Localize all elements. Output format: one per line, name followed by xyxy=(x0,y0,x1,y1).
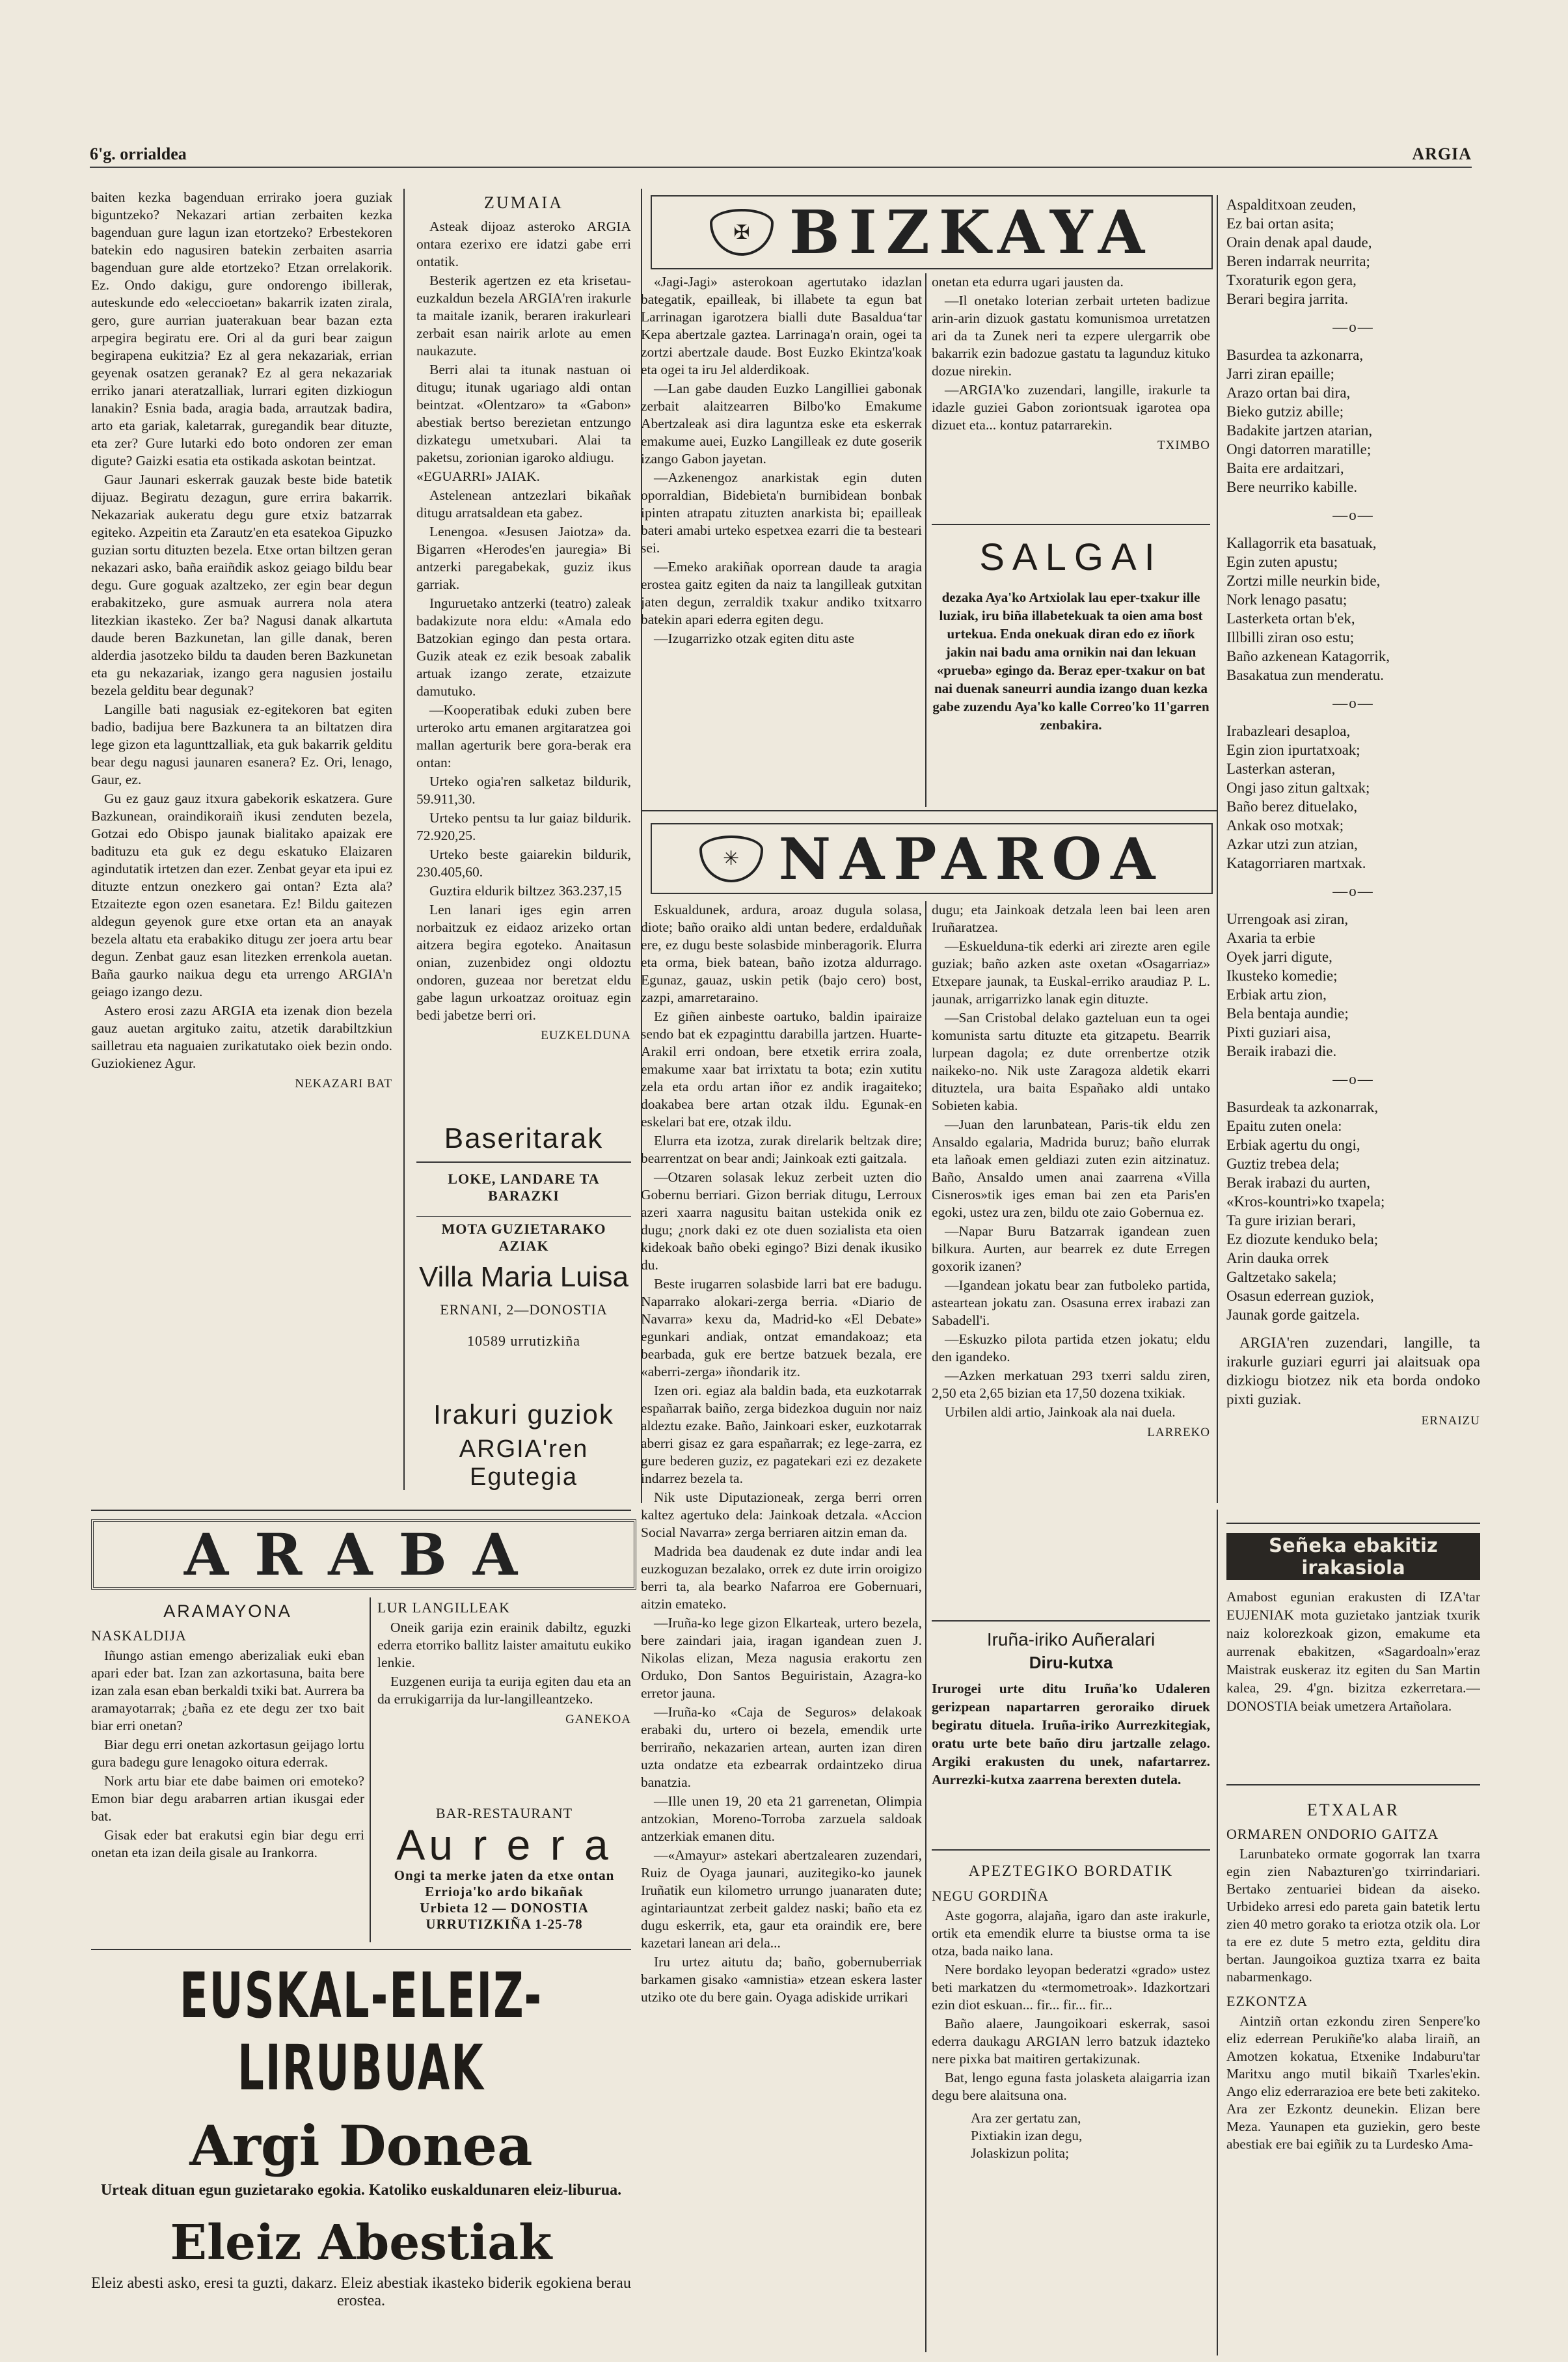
poem-line: Jaunak gorde gaitzela. xyxy=(1226,1307,1360,1323)
poem-line: Baita ere ardaitzari, xyxy=(1226,460,1344,476)
bizkaya-paragraph: onetan eta edurra ugari jausten da. xyxy=(932,274,1124,290)
bizkaya-paragraph: —Il onetako loterian zerbait urteten badizue arin-arin dizuok gastatu komunismoa urretatzen ari da ta Zunek neri ta ezpere ulergarrik obe bakarrik ezin badozue gastatu ta lagunduz kituko dozue nirekin. xyxy=(932,293,1210,379)
bizkaya-title: BIZKAYA xyxy=(789,197,1154,267)
poem-line: Ikusteko komedie; xyxy=(1226,968,1338,984)
naparoa-paragraph: —Eskuelduna-tik ederki ari zirezte aren egile guziak; baño azken aste oxetan «Osagarriaz» Etxepare jaunak, ta Euskal-erriko araudiaz P. L. jaunak, arrigarrizko lanak egin dituzte. xyxy=(932,938,1210,1007)
poem-line: Bere neurriko kabille. xyxy=(1226,479,1358,495)
seneka-text: Amabost egunian erakusten di IZA'tar EUJENIAK mota guzietako jantziak txurik naiz kolorezkoak gizon, emakume eta aurrenak ebakitzen, «Sagardoaln»'eraz Maistrak euskeraz itz egiten du San Martin kalea, 29. 4'gn. bizitza ezkerretara.—DONOSTIA beiak umetzera Artañolara. xyxy=(1226,1589,1480,1714)
col1-paragraph: baiten kezka bagenduan errirako joera guziak biguntzeko? Nekazari artian zerbaiten kezka bagenduan gure lagun izan etortzeko? Erbestekoren batekin edo nagusiren batekin zerbaiten asarria bagenduan gure alde etortzeko? Etzan orrelakorik. Ez. Ondo dakigu, gure ondorengo ibillerak, auteskunde edo «eleccioetan» bakarrik izaten zirala, gero, gure aurrian juaterakuan bear bazan ezta arpegira begiratu ere. Ori al da guri bear zaigun begirapena eukitzia? Ez al gera nekazariak, errian geyenak osatzen geranak? Ez al gera nekazariak erriko janari ateratzalliak, lurrari egiten dizkiogun lanakin? Esnia bada, aragia bada, arrautzak badira, arto eta gariak, kaletarrak, guregandik bear dituzte, eta zer? Gure lutarki edo boto ondoren zer eman digute? Gaizki esatia eta ostikada askotan beintzat. xyxy=(91,189,392,468)
naparoa-paragraph: Beste irugarren solasbide larri bat ere badugu. Naparrako alokari-zerga berria. «Diario de Navarra» kexu da, Madrid-ko «El Debate» egunkari andiak, ontzat emandakoaz; eta bearbada, guk ere bertze batzuek bezala, ere «aberri-zerga» iñondarik itz. xyxy=(641,1276,922,1379)
etxalar-title: ETXALAR xyxy=(1306,1800,1400,1819)
poem-line: Bieko gutziz abille; xyxy=(1226,403,1344,420)
poem-line: Axaria ta erbie xyxy=(1226,930,1316,946)
bizkaya-paragraph: —Izugarrizko otzak egiten ditu aste xyxy=(654,631,855,646)
aurera-line3: Errioja'ko ardo bikañak xyxy=(425,1884,584,1899)
naparoa-signature: LARREKO xyxy=(1147,1426,1210,1439)
aurera-line4: Urbieta 12 — DONOSTIA xyxy=(420,1900,589,1916)
zumaia-paragraph: —Kooperatibak eduki zuben bere urteroko artu emanen argitaratzea goi mallan agerturik bere gora-berak era ontan: xyxy=(416,702,631,770)
rule xyxy=(91,1949,631,1950)
poem-line: Erbiak artu zion, xyxy=(1226,986,1327,1003)
rule xyxy=(925,901,926,2352)
poem-line: Ongi jaso zitun galtxak; xyxy=(1226,780,1370,796)
naparoa-paragraph: Eskualdunek, ardura, aroaz dugula solasa, diote; baño oraiko aldi untan bedere, erdalduñak ere, ez dugu beste solasbide minberagorik. Elurra eta orma, biek batean, baño izotza aldurrago. Egunaz, gauaz, uskin petik (bajo cero) bost, zazpi, amarretaraino. xyxy=(641,902,922,1005)
araba-signature: GANEKOA xyxy=(565,1713,631,1726)
apezteguiko-subtitle: NEGU GORDIÑA xyxy=(932,1888,1049,1904)
seneka-title xyxy=(1226,1533,1480,1580)
naparoa-paragraph: —Ille unen 19, 20 eta 21 garrenetan, Olimpia antzokian, Moreno-Torroba zarzuela saldoak antzerkiak emanen ditu. xyxy=(641,1793,922,1844)
apezteguiko-paragraph: Aste gogorra, alajaña, igaro dan aste irakurle, ortik eta emendik elurre ta biustse orma ta ise otza, bada naiko lana. xyxy=(932,1908,1210,1959)
naparoa-paragraph: —Iruña-ko lege gizon Elkarteak, urtero bezela, bere zaindari jaia, iragan igandean zuen J. Nikolas elizan, Meza nagusia erakortu zen Orduko, Don Santos Beguiristain, Azagra-ko erretor jauna. xyxy=(641,1615,922,1701)
poem-line: Katagorriaren martxak. xyxy=(1226,855,1366,871)
bizkaya-paragraph: —Emeko arakiñak oporrean daude ta aragia erostea gaitz egiten da naiz ta langilleak gutxitan jaten degun, zerraldik txakur andiko txitxarro batekin apari ederra egiten degu. xyxy=(641,559,922,627)
zumaia-paragraph: Urteko pentsu ta lur gaiaz bildurik. 72.920,25. xyxy=(416,810,631,843)
zumaia-paragraph: Besterik agertzen ez eta krisetau-euzkaldun bezela ARGIA'ren irakurle ta maitale izanik, beraren irakurleari zerbait esan nairik arlote au emen naukazute. xyxy=(416,273,631,359)
zumaia-signature: EUZKELDUNA xyxy=(541,1029,631,1042)
etxalar-article xyxy=(1226,1796,1480,2362)
col4-poems xyxy=(1226,195,1480,1510)
bizkaya-paragraph: —Azkenengoz anarkistak egin duten oporraldian, Bidebieta'n burnibidean bonbak ipinten atrapatu zituzten anarkista bi; epailleak bateri amabi urteko espetxea ezarri die ta besteari sei. xyxy=(641,470,922,556)
araba-place: ARAMAYONA xyxy=(163,1601,292,1621)
poem-line: Guztiz trebea dela; xyxy=(1226,1156,1340,1172)
etxalar-paragraph: Larunbateko ormate gogorrak lan txarra egin zien Nabazturen'go txirrindariari. Bertako zentuariei bidean da aiseko. Urbideko arresi edo pareta gain batetik lertu zien 40 metro gorako ta eriotza otzik ola. Lor ta ere ez dute 5 metro ezta, gelditu dira bertan. Jaungoikoa guztiza txarra ez baita nabarmenkago. xyxy=(1226,1846,1480,1985)
rule xyxy=(925,273,926,807)
zumaia-article xyxy=(416,189,631,1119)
poem-line: Egin zion ipurtatxoak; xyxy=(1226,742,1360,758)
poem-stanza-5 xyxy=(1226,910,1480,1061)
poem-line: Jarri ziran epaille; xyxy=(1226,366,1335,382)
poem-line: Ez bai ortan asita; xyxy=(1226,215,1334,232)
apezteguiko-article xyxy=(932,1858,1210,2359)
poem-line: Erbiak agertu du ongi, xyxy=(1226,1137,1360,1153)
eliza-book2-text: Eleiz abesti asko, eresi ta guzti, dakarz. Eleiz abestiak ikasteko biderik egokiena berau erostea. xyxy=(91,2275,631,2309)
zumaia-paragraph: Len lanari iges egin arren norbaitzuk ez eidaoz arizeko ortan aitzera begira egoteko. Anaitasun onian, zuzenbidez ongi oldoztu ondoren, guzeaa nor beretzat eldu gabe lagun urkoatzaz oroituaz egin bedi jabetze berri ori. xyxy=(416,902,631,1023)
bizkaya-signature: TXIMBO xyxy=(1157,439,1210,452)
poem-stanza-6 xyxy=(1226,1098,1480,1324)
poem-line: Zortzi mille neurkin bide, xyxy=(1226,573,1381,589)
araba-col-a xyxy=(91,1597,364,1936)
zumaia-paragraph: Urteko beste gaiarekin bildurik, 230.405,60. xyxy=(416,847,631,880)
seneka-title-text: Señeka ebakitiz irakasiola xyxy=(1226,1533,1480,1580)
poem-line: Ongi datorren maratille; xyxy=(1226,441,1372,457)
salgai-ad xyxy=(932,524,1210,811)
araba-paragraph: Nork artu biar ete dabe baimen ori emoteko? Emon biar degu arabarren artian ikusgai eder bat. xyxy=(91,1773,364,1824)
naparoa-emblem-icon: ✳ xyxy=(699,835,763,882)
poem-line: Nork lenago pasatu; xyxy=(1226,591,1347,608)
aurera-ad xyxy=(377,1802,631,1939)
zumaia-subhead: «EGUARRI» JAIAK. xyxy=(416,468,540,484)
poem-line: Epaitu zuten onela: xyxy=(1226,1118,1342,1134)
poem-line: Oyek jarri digute, xyxy=(1226,949,1332,965)
baserritarak-phone: 10589 urrutizkiña xyxy=(466,1333,581,1349)
etxalar-paragraph: Aintziñ ortan ezkondu ziren Senpere'ko eliz ederrean Perukiñe'ko alaba liraiñ, an Amotzen kokatua, Etxenike Indaburu'tar Maritxu ango mutil bikaiñ Txarles'ekin. Ango eliz ederrarazioa ere bete beti zakiteko. Ara zer Ezkontz deunekin. Elizan bere Meza. Yaunapen eta guziekin, gero beste abestiak ere bai egiñik zu ta Lurdesko Ama- xyxy=(1226,2013,1480,2152)
poem-line: Aspalditxoan zeuden, xyxy=(1226,197,1357,213)
poem-line: Pixtiakin izan degu, xyxy=(971,2128,1083,2143)
naparoa-paragraph: dugu; eta Jainkoak detzala leen bai leen aren Iruñaratzea. xyxy=(932,902,1210,935)
etxalar-subtitle: ORMAREN ONDORIO GAITZA xyxy=(1226,1826,1439,1842)
naparoa-banner xyxy=(651,823,1213,894)
naparoa-paragraph: —Iruña-ko «Caja de Seguros» delakoak erabaki du, urtero oi bezela, emendik urte berriraño, nekazarien artean, aurten izan diren uzta ondatze eta ezbearrak ordaintzeko dirua banatzia. xyxy=(641,1704,922,1790)
col4-signature: ERNAIZU xyxy=(1421,1414,1480,1428)
baserritarak-line2: MOTA GUZIETARAKO AZIAK xyxy=(416,1216,631,1255)
poem-stanza-3 xyxy=(1226,534,1480,685)
bizkaya-emblem-icon: ✠ xyxy=(710,209,774,256)
araba-paragraph: Iñungo astian emengo aberizaliak euki eban apari eder bat. Izan zan azkortasuna, baita bere izan zala esan eban berkaldi txiki bat. Aurrera ba aramayotarrak; ¿baña ez ete degu zer txo bait biar erri onetan? xyxy=(91,1648,364,1733)
poem-line: Osasun ederrean guziok, xyxy=(1226,1288,1374,1304)
eliza-book1-text: Urteak dituan egun guzietarako egokia. Katoliko euskaldunaren eleiz-liburua. xyxy=(100,2182,622,2199)
irakurri-line1: Irakuri guziok xyxy=(433,1399,614,1430)
naparoa-paragraph: —Otzaren solasak lekuz zerbeit uzten dio Gobernu berriari. Gizon berriak ditugu, Lerroux azeri xaarra nagusitu baitan ustekida onik ez dugu; ¿nork daki ez ote duen sozialista eta oien kidekoak baño obeki egingo? Bizi denak ikusiko du. xyxy=(641,1169,922,1273)
eliza-book2: Eleiz Abestiak xyxy=(170,2215,552,2271)
baserritarak-ad xyxy=(416,1122,631,1389)
poem-line: Beraik irabazi die. xyxy=(1226,1043,1337,1059)
poem-stanza-1 xyxy=(1226,195,1480,308)
poem-line: Kallagorrik eta basatuak, xyxy=(1226,535,1377,551)
zumaia-paragraph: Astelenean antzezlari bikañak ditugu arratsaldean eta gabez. xyxy=(416,487,631,521)
zumaia-paragraph: Berri alai ta itunak nastuan oi ditugu; itunak ugariago aldi ontan beintzat. «Olentzaro» ta «Gabon» abestiak bertso berezietan entzungo dizkategu umetxubari. Alai ta paketsu, zorionian igaroko aldiugu. xyxy=(416,362,631,465)
zumaia-paragraph: Inguruetako antzerki (teatro) zaleak badakizute nora eldu: «Amala edo Batzokian egingo dan pesta ortara. Guzik ateak ez ezik besoak zabalik artuak izango zerate, etzaizute damutuko. xyxy=(416,595,631,699)
rule xyxy=(370,1597,371,1942)
col1-paragraph: Langille bati nagusiak ez-egitekoren bat egiten badio, badijua bere Bazkunera ta an biltatzen dira lege gizon eta lagunttzalliak, eta guk bakarrik gelditu bear degu nagusi jaunaren esanera? Ez. Ori, lenago, Gaur, ez. xyxy=(91,701,392,787)
salgai-text: dezaka Aya'ko Artxiolak lau eper-txakur ille luziak, iru biña illabetekuak ta oien ama bost urtekua. Enda onekuak diran edo ez iñork jakin nai badu ama ornikin nai dan lekuan «prueba» egingo da. Beraz eper-txakur on bat nai duenak saneurri aundia izango duan kezka gabe zuzendu Aya'ko kalle Correo'ko 11'garren zenbakira. xyxy=(932,590,1210,733)
araba-paragraph: Oneik garija ezin erainik dabiltz, eguzki ederra etorriko ballitz laister amaitutu eukiko lenkie. xyxy=(377,1620,631,1670)
poem-line: Jolaskizun polita; xyxy=(971,2145,1070,2161)
baserritarak-line1: LOKE, LANDARE TA BARAZKI xyxy=(448,1171,600,1204)
zumaia-title: ZUMAIA xyxy=(484,193,563,212)
poem-line: «Kros-kountri»ko txapela; xyxy=(1226,1193,1385,1210)
poem-line: Illbilli ziran oso estu; xyxy=(1226,629,1355,645)
poem-line: Beren indarrak neurrita; xyxy=(1226,253,1370,269)
bizkaya-paragraph: «Jagi-Jagi» asterokoan agertutako idazlan bategatik, epailleak, bi illabete ta egun bat Larrinagan igarotzera bialli dute Basalduaʻtar Kepa abertzale gaztea. Larrinaga'n orain, ogei ta zortzi abertzale daude. Bost Euzko Ekintza'koak eta ogei ta iru Jel alderdikoak. xyxy=(641,274,922,377)
aurera-name: Au r e r a xyxy=(396,1821,612,1869)
apezteguiko-paragraph: Nere bordako leyopan bederatzi «grado» ustez beti markatzen du «termometroak». Idazkortzari ezin diot eskuan... fir... fir... fir... xyxy=(932,1962,1210,2013)
poem-line: Bela bentaja aundie; xyxy=(1226,1005,1349,1022)
naparoa-col-a xyxy=(641,901,922,2359)
irakurri-ad xyxy=(416,1399,631,1497)
divider: —o— xyxy=(1332,695,1374,711)
poem-line: Berak irabazi du aurten, xyxy=(1226,1174,1370,1191)
poem-line: Ez diozute kenduko bela; xyxy=(1226,1231,1379,1247)
naparoa-paragraph: Madrida bea daudenak ez dute indar andi lea euzkoguzan bezalako, orrek ez dute irrin oroigizo berri ta, ala bearko Nafarroa ere Gobernuari, aitzin emateko. xyxy=(641,1543,922,1612)
zumaia-paragraph: Lenengoa. «Jesusen Jaiotza» da. Bigarren «Herodes'en jauregia» Bi antzerki paregabekak, guziz ikus garriak. xyxy=(416,524,631,592)
apezteguiko-paragraph: Bat, lengo eguna fasta jolasketa alaigarria izan degu bere alaitsuna ona. xyxy=(932,2070,1210,2103)
naparoa-paragraph: —«Amayur» astekari abertzalearen zuzendari, Ruiz de Oyaga jaunari, auzitegiko-ko jaunek Iruñatik eun kilometro urrungo juanaraten dute; agintariauntzat zerbeit galdez naski; baño eta ez dugu eskerrik, eta, gaur eta oraindik ere, bere kazetari lanean ari dela... xyxy=(641,1847,922,1951)
col1-paragraph: Gu ez gauz gauz itxura gabekorik eskatzera. Gure Bazkunean, oraindikoraiñ ikusi zenduten bezela, Gotzai edo Obispo jaunak bialitako apaizak ere badituzu eta guk ez degu eskatuko Elaizaren agindutatik irtetzen dan ezer. Zenbat geyar eta ipui ez dituzte entzun onezkero gai ontan? Ezta ala? Etzaitezte egon ozen esanetara. Ez! Bildu gaitezen aldegun geyenok gure etxe ortan eta an anayak bezela altatu eta erabakiko ditugu zer joera artu bear degun. Zenbat gauz esan litezken errenkola auetan. Baña gaurko naikua degu eta urrengo ARGIA'n geiago izango dezu. xyxy=(91,791,392,999)
naparoa-paragraph: Ez giñen ainbeste oartuko, baldin ipairaize sendo bat ek ezpaginttu darabilla jartzen. Huarte-Arakil erri ondoan, bere etxetik errira zoala, emakume xaar bat irrixtatu ta bota; ezin xutitu zela eta ordu artan iñor ez andik iragaiteko; doakabea bere artan otzak ildu. Egunak-en eskelari bat ere, otzak ildu. xyxy=(641,1009,922,1130)
araba-paragraph: Euzgenen eurija ta eurija egiten dau eta an da errukigarrija da lur-langilleantzeko. xyxy=(377,1674,631,1707)
apezteguiko-paragraph: Baño alaere, Jaungoikoari eskerrak, sasoi ederra daukagu ARGIAN lerro batzuk idazteko nere pixka bat maitiren gertakizunak. xyxy=(932,2016,1210,2067)
divider: —o— xyxy=(1332,319,1374,335)
poem-line: Ara zer gertatu zan, xyxy=(971,2110,1081,2126)
salgai-title: SALGAI xyxy=(979,536,1163,578)
seneka-ad xyxy=(1226,1523,1480,1785)
naparoa-paragraph: Iru urtez aitutu da; baño, gobernuberriak barkamen gisako «amnistia» etzean eskera laster utziko ote du bere gain. Oyaga adiskide urrikari xyxy=(641,1954,922,2005)
divider: —o— xyxy=(1332,1071,1374,1087)
baserritarak-address: ERNANI, 2—DONOSTIA xyxy=(440,1301,608,1318)
zumaia-paragraph: Urteko ogia'ren salketaz bildurik, 59.911,30. xyxy=(416,774,631,807)
poem-line: Pixti guziari aisa, xyxy=(1226,1024,1331,1040)
col4-closing: ARGIA'ren zuzendari, langille, ta irakurle guziari egurri jai alaitsuak opa dizkiogu biotzez nik eta borda ondoko pixti guziak. xyxy=(1226,1335,1480,1407)
eliza-title: EUSKAL-ELEIZ- LIRUBUAK xyxy=(179,1961,543,2105)
naparoa-paragraph: —Eskuzko pilota partida etzen jokatu; eldu den igandeko. xyxy=(932,1331,1210,1364)
poem-line: Irabazleari desaploa, xyxy=(1226,723,1351,739)
naparoa-paragraph: Urbilen aldi artio, Jainkoak ala nai duela. xyxy=(945,1404,1176,1420)
poem-line: Ankak oso motxak; xyxy=(1226,817,1344,834)
eliza-book1: Argi Donea xyxy=(189,2113,533,2178)
rule xyxy=(91,1510,631,1511)
poem-line: Lasterketa ortan b'ek, xyxy=(1226,610,1355,627)
iruna-title1: Iruña-iriko Auñeralari xyxy=(986,1629,1156,1649)
poem-line: Berari begira jarrita. xyxy=(1226,291,1349,307)
araba-title: ARABA xyxy=(183,1521,544,1588)
poem-line: Arin dauka orrek xyxy=(1226,1250,1329,1266)
iruna-title2: Diru-kutxa xyxy=(1029,1653,1113,1672)
araba-subtitle: NASKALDIJA xyxy=(91,1627,187,1644)
naparoa-paragraph: —Napar Buru Batzarrak igandean zuen bilkura. Aurten, aur bearrek ez dute Erregen goxorik izanen? xyxy=(932,1223,1210,1274)
poem-line: Baño berez dituelako, xyxy=(1226,798,1358,815)
apezteguiko-poem xyxy=(932,2110,1210,2162)
poem-line: Lasterkan asteran, xyxy=(1226,761,1336,777)
iruna-ad xyxy=(932,1620,1210,1851)
rule xyxy=(641,810,1217,811)
naparoa-paragraph: —Azken merkatuan 293 txerri saldu ziren, 2,50 eta 2,65 bizian eta 17,50 dozena txikiak. xyxy=(932,1368,1210,1401)
aurera-line5: URRUTIZKIÑA 1-25-78 xyxy=(426,1916,583,1932)
bizkaya-col-b xyxy=(932,273,1210,521)
apezteguiko-title: APEZTEGIKO BORDATIK xyxy=(968,1863,1174,1880)
aurera-line2: Ongi ta merke jaten da etxe ontan xyxy=(394,1867,615,1883)
col1-article xyxy=(91,189,392,1487)
rule xyxy=(1217,1510,1218,2355)
naparoa-paragraph: Elurra eta izotza, zurak direlarik beltzak dire; bearrentzat on bear andi; Jainkoak ezti gaitzala. xyxy=(641,1133,922,1166)
bizkaya-paragraph: —Lan gabe dauden Euzko Langilliei gabonak zerbait alaitzearren Bilbo'ko Emakume Abertzaleak asi dira laguntza eske eta eskerrak emakume auei, Euzko Langilleak ez dute goserik izango Gabon jayetan. xyxy=(641,381,922,467)
iruna-text: Irurogei urte ditu Iruña'ko Udaleren gerizpean napartarren geroraiko diruek begiratu dituela. Iruña-iriko Aurrezkitegiak, oratu urte bete baño diru jartzalle zelago. Argiki erakusten du unek, nafartarrez. Aurrezki-kutxa zaarrena berexten dutela. xyxy=(932,1681,1210,1787)
divider: —o— xyxy=(1332,883,1374,899)
etxalar-subtitle-2: EZKONTZA xyxy=(1226,1993,1308,2009)
naparoa-title: NAPAROA xyxy=(778,824,1165,893)
poem-line: Basurdea ta azkonarra, xyxy=(1226,347,1364,363)
baserritarak-title: Baseritarak xyxy=(416,1122,631,1163)
baserritarak-name: Villa Maria Luisa xyxy=(418,1261,629,1293)
bizkaya-col-a xyxy=(641,273,922,791)
col1-paragraph: Gaur Jaunari eskerrak gauzak beste bide batetik dijuaz. Begiratu dezagun, gure errira bakarrik. Nekazariak aukeratu degu gure etxiz batzarrak egiteko. Azpeitin eta Zarautz'en eta esatekoa Gipuzko guzian sortu dituzten bezela. Etxe ortan biltzen geran nekazari asko, baña eraiñdik askoz geiago bildu bear degu. Gure goguak azaltzeko, zer egin bear degun erabakitzeko, gure asmuak aurrera nola atera litezkian ikasteko. Zer ba? Nagusi danak alkartuta daude beren Bazkunetan, lan gille danak, beren alderdia jasotzeko bildu ta dauden beren Bazkunetan eta gu nekazariak, izango gera nagusien jostailu bezela gelditu bear degunak? xyxy=(91,472,392,698)
naparoa-paragraph: —Igandean jokatu bear zan futboleko partida, asteartean jokatu zan. Osasuna errex irabazi zan Sabadell'i. xyxy=(932,1277,1210,1328)
poem-line: Baño azkenean Katagorrik, xyxy=(1226,648,1390,664)
poem-line: Orain denak apal daude, xyxy=(1226,234,1372,251)
poem-line: Badakite jartzen atarian, xyxy=(1226,422,1373,439)
naparoa-col-b xyxy=(932,901,1210,1552)
zumaia-paragraph: Asteak dijoaz asteroko ARGIA ontara ezerixo ere idatzi gabe erri ontatik. xyxy=(416,219,631,269)
bizkaya-paragraph: —ARGIA'ko zuzendari, langille, irakurle ta idazle guziei Gabon zoriontsuak igarotea opa dizuet eta... kontuz patarrarekin. xyxy=(932,382,1210,433)
poem-stanza-4 xyxy=(1226,722,1480,873)
araba-col-b-subtitle: LUR LANGILLEAK xyxy=(377,1599,511,1616)
rule xyxy=(403,189,405,1490)
naparoa-paragraph: —San Cristobal delako gazteluan eun ta ogei komunista sartu dituzte eta gitzapetu. Bearrik lurpean dagola; ez dute orrenbertze otzik naikeko-no. Nik uste Zaragoza aldetik ekarri dituztela, ura baita Españako aldi untako Sobieten kabia. xyxy=(932,1010,1210,1113)
col1-signature: NEKAZARI BAT xyxy=(295,1077,392,1091)
araba-paragraph: Biar degu erri onetan azkortasun geijago lortu gura badegu gure lenagoko oitura ederrak. xyxy=(91,1737,364,1770)
page-number: 6'g. orrialdea xyxy=(90,144,187,163)
poem-line: Basakatua zun menderatu. xyxy=(1226,667,1385,683)
irakurri-line2: ARGIA'ren Egutegia xyxy=(459,1435,589,1491)
rule xyxy=(1217,195,1218,1503)
divider: —o— xyxy=(1332,507,1374,523)
poem-line: Txoraturik egon gera, xyxy=(1226,272,1357,288)
poem-line: Ta gure irizian berari, xyxy=(1226,1212,1356,1229)
poem-stanza-2 xyxy=(1226,346,1480,496)
araba-paragraph: Gisak eder bat erakutsi egin biar degu erri onetan eta izan deila gisale au Irankorra. xyxy=(91,1827,364,1860)
naparoa-paragraph: Izen ori. egiaz ala baldin bada, eta euzkotarrak españarrak baiño, zerga bidezkoa duguin nor naiz aldeztu ezake. Baño, Jainkoari esker, euzkotarrak aberri gisaz ez gara españarrak; ez lege-zarra, ez gure bederen guziz, ez pagatekari ezi ez dezakete indarrez bezela ta. xyxy=(641,1383,922,1486)
bizkaya-banner xyxy=(651,195,1213,269)
poem-line: Basurdeak ta azkonarrak, xyxy=(1226,1099,1379,1115)
aurera-line1: BAR-RESTAURANT xyxy=(435,1805,573,1821)
poem-line: Egin zuten apustu; xyxy=(1226,554,1338,570)
page-header xyxy=(90,144,1472,168)
poem-line: Galtzetako sakela; xyxy=(1226,1269,1337,1285)
poem-line: Urrengoak asi ziran, xyxy=(1226,911,1349,927)
poem-line: Azkar utzi zun atzian, xyxy=(1226,836,1358,852)
naparoa-paragraph: Nik uste Diputazioneak, zerga berri orren kaltez agertuko dela: Jainkoak detzala. «Accion Social Navarra» zerga berriaren aitzin eman da. xyxy=(641,1489,922,1540)
paper-title: ARGIA xyxy=(1412,144,1472,163)
araba-col-b xyxy=(377,1597,631,1799)
eliza-ad xyxy=(91,1959,631,2355)
araba-banner xyxy=(91,1519,636,1590)
poem-line: Arazo ortan bai dira, xyxy=(1226,385,1351,401)
naparoa-paragraph: —Juan den larunbatean, Paris-tik eldu zen Ansaldo egalaria, Madrida buruz; baño elurrak eta lañoak emen geldiazi zuten ezin aitzinatuz. Baño, Ansaldo umen anai zaarrena «Villa Cisneros»tik iges eman bai zen eta Paris'en egoki, ustez ura zen, bildu ote zaio Gobernua ez. xyxy=(932,1117,1210,1220)
col1-paragraph: Astero erosi zazu ARGIA eta izenak dion bezela gauz auetan argituko zaitu, atzetik darabiltzkiun sailletrau eta naguaien zurikatutako oiek bezin ondo. Guziokienez Agur. xyxy=(91,1003,392,1071)
zumaia-paragraph: Guztira eldurik biltzez 363.237,15 xyxy=(429,883,622,899)
